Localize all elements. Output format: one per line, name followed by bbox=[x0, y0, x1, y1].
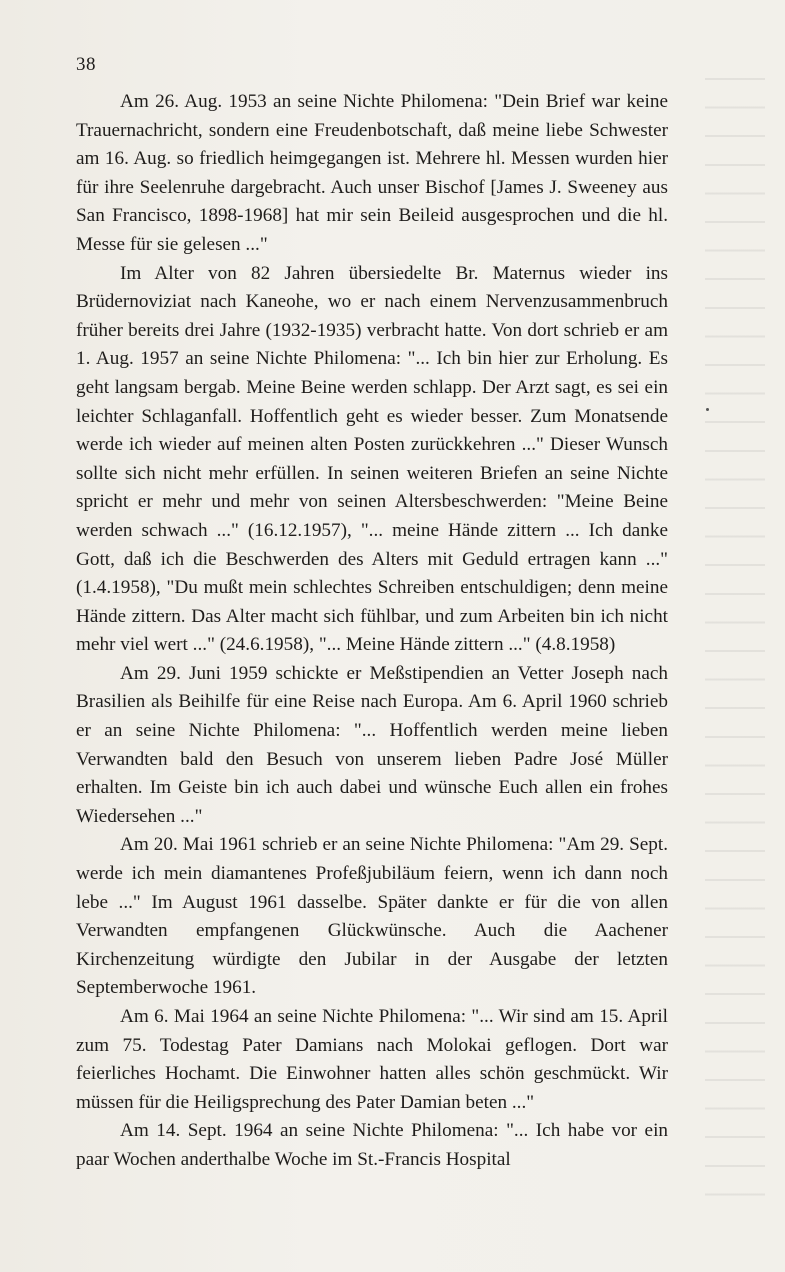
body-text bbox=[76, 88, 668, 1175]
page-number: 38 bbox=[76, 54, 96, 75]
paragraph: Am 26. Aug. 1953 an seine Nichte Philomena: "Dein Brief war keine Trauernachricht, sondern eine Freudenbotschaft, daß meine liebe Schwester am 16. Aug. so friedlich heimgegangen ist. Mehrere hl. Messen wurden hier für ihre Seelenruhe dargebracht. Auch unser Bischof [James J. Sweeney aus San Francisco, 1898-1968] hat mir sein Beileid ausgesprochen und die hl. Messe für sie gelesen ..." bbox=[76, 91, 668, 255]
paragraph: Am 20. Mai 1961 schrieb er an seine Nichte Philomena: "Am 29. Sept. werde ich mein diamantenes Profeßjubiläum feiern, wenn ich dann noch lebe ..." Im August 1961 dasselbe. Später dankte er für die von allen Verwandten empfangenen Glückwünsche. Auch die Aachener Kirchenzeitung würdigte den Jubilar in der Ausgabe der letzten Septemberwoche 1961. bbox=[76, 834, 668, 999]
paragraph: Am 6. Mai 1964 an seine Nichte Philomena: "... Wir sind am 15. April zum 75. Todestag Pater Damians nach Molokai geflogen. Dort war feierliches Hochamt. Die Einwohner hatten alles schön geschmückt. Wir müssen für die Heiligsprechung des Pater Damian beten ..." bbox=[76, 1006, 668, 1113]
paragraph: Im Alter von 82 Jahren übersiedelte Br. Maternus wieder ins Brüdernoviziat nach Kaneohe, wo er nach einem Nervenzusammenbruch früher bereits drei Jahre (1932-1935) verbracht hatte. Von dort schrieb er am 1. Aug. 1957 an seine Nichte Philomena: "... Ich bin hier zur Erholung. Es geht langsam bergab. Meine Beine werden schlapp. Der Arzt sagt, es sei ein leichter Schlaganfall. Hoffentlich geht es wieder besser. Zum Monatsende werde ich wieder auf meinen alten Posten zurückkehren ..." Dieser Wunsch sollte sich nicht mehr erfüllen. In seinen weiteren Briefen an seine Nichte spricht er mehr und mehr von seinen Altersbeschwerden: "Meine Beine werden schwach ..." (16.12.1957), "... meine Hände zittern ... Ich danke Gott, daß ich die Beschwerden des Alters mit Geduld ertragen kann ..." (1.4.1958), "Du mußt mein schlechtes Schreiben entschuldigen; denn meine Hände zittern. Das Alter macht sich fühlbar, und zum Arbeiten bin ich nicht mehr viel wert ..." (24.6.1958), "... Meine Hände zittern ..." (4.8.1958) bbox=[76, 262, 668, 656]
paper-speck bbox=[706, 408, 709, 411]
show-through-text bbox=[705, 60, 765, 1210]
paragraph: Am 29. Juni 1959 schickte er Meßstipendien an Vetter Joseph nach Brasilien als Beihilfe für eine Reise nach Europa. Am 6. April 1960 schrieb er an seine Nichte Philomena: "... Hoffentlich werden meine lieben Verwandten bald den Besuch von unserem lieben Padre José Müller erhalten. Im Geiste bin ich auch dabei und wünsche Euch allen ein frohes Wiedersehen ..." bbox=[76, 662, 668, 827]
paragraph: Am 14. Sept. 1964 an seine Nichte Philomena: "... Ich habe vor ein paar Wochen anderthalbe Woche im St.-Francis Hospital bbox=[76, 1120, 668, 1170]
